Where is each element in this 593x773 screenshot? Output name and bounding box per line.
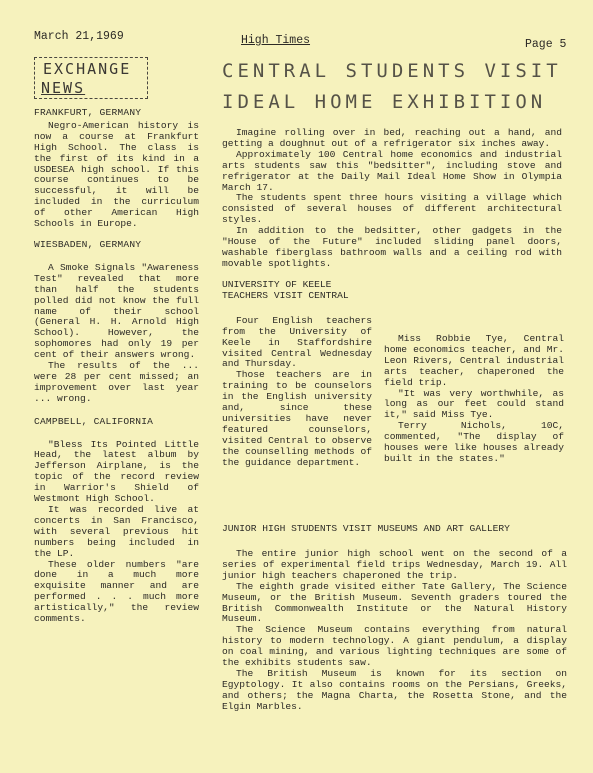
exchange-title: EXCHANGE (43, 60, 132, 78)
tye-p3: Terry Nichols, 10C, commented, "The display of houses were like houses already built in the states." (384, 420, 564, 464)
wiesbaden-text: A Smoke Signals "Awareness Test" revealed that more than half the students polled did not know the full name of their school (General H. H. Arnold High School). However, the sophomores had only 19 per cent of their answers wrong. (34, 261, 199, 361)
frankfurt-dateline: FRANKFURT, GERMANY (34, 107, 142, 118)
main-headline-line2: IDEAL HOME EXHIBITION (222, 91, 547, 113)
ideal-home-p1: Imagine rolling over in bed, reaching out a hand, and getting a doughnut out of a refrigerator six inches away. (222, 127, 562, 149)
exchange-news-box (34, 57, 148, 99)
campbell-text3: These older numbers "are done in a much more exquisite manner and are performed . . . much more artistically," the review comments. (34, 558, 199, 625)
junior-high-headline (222, 524, 562, 535)
paper-title: High Times (241, 34, 311, 47)
junior-p4: The British Museum is known for its section on Egyptology. It also contains rooms on the Persians, Greeks, and others; the Magna Charta, the Rosetta Stone, and the Elgin Marbles. (222, 667, 567, 712)
tye-p2: "It was very worthwhile, as long as our feet could stand it," said Miss Tye. (384, 387, 564, 421)
frankfurt-text: Negro-American history is now a course at Frankfurt High School. The class is the first of its kind in a USDESEA high school. If this course continues to be successful, it will be included in the curriculum of other American High Schools in Europe. (34, 119, 199, 230)
ideal-home-p4: In addition to the bedsitter, other gadgets in the "House of the Future" included sliding panel doors, washable fiberglass bathroom walls and a ceiling rod with movable spotlights. (222, 225, 562, 269)
news-title: NEWS (41, 79, 86, 97)
ideal-home-continued (384, 304, 564, 465)
ideal-home-p2: Approximately 100 Central home economics and industrial arts students saw this "bedsitter", including stove and refrigerator at the Daily Mail Ideal Home Show in Olympia March 17. (222, 148, 562, 193)
junior-high-article (222, 549, 567, 713)
tye-p1: Miss Robbie Tye, Central home economics teacher, and Mr. Leon Rivers, Central industrial arts teacher, chaperoned the field trip. (384, 333, 564, 388)
ideal-home-p3: The students spent three hours visiting a village which consisted of several houses of different architectural styles. (222, 192, 562, 226)
ideal-home-article (222, 128, 562, 270)
wiesbaden-dateline: WIESBADEN, GERMANY (34, 238, 142, 250)
page-number: Page 5 (525, 38, 567, 51)
keele-headline: UNIVERSITY OF KEELE TEACHERS VISIT CENTRAL (222, 279, 349, 301)
junior-p2: The eighth grade visited either Tate Gallery, The Science Museum, or the British Museum. Seventh graders toured the British Commonwealth Institute or the Natural History Museum. (222, 580, 567, 625)
main-headline-line1: CENTRAL STUDENTS VISIT (222, 60, 562, 82)
keele-article (222, 280, 372, 469)
junior-high-headline-text: JUNIOR HIGH STUDENTS VISIT MUSEUMS AND ART GALLERY (222, 523, 510, 534)
junior-p3: The Science Museum contains everything from natural history to modern technology. A giant pendulum, a display on coal mining, and various lighting techniques are some of the exhibits students saw. (222, 624, 567, 669)
junior-p1: The entire junior high school went on the second of a series of experimental field trips Wednesday, March 19. All junior high teachers chaperoned the trip. (222, 548, 567, 581)
exchange-column (34, 108, 199, 625)
campbell-dateline: CAMPBELL, CALIFORNIA (34, 415, 154, 427)
campbell-text: "Bless Its Pointed Little Head, the latest album by Jefferson Airplane, is the topic of the record review in Warrior's Shield of Westmont High School. (34, 438, 199, 505)
keele-p1: Four English teachers from the University of Keele in Staffordshire visited Central Wednesday and Thursday. (222, 314, 372, 370)
campbell-text2: It was recorded live at concerts in San Francisco, with several previous hit numbers being included in the LP. (34, 504, 199, 559)
wiesbaden-text2: The results of the ... were 28 per cent missed; an improvement over last year ... wrong. (34, 360, 199, 404)
issue-date: March 21,1969 (34, 30, 124, 43)
keele-p2: Those teachers are in training to be counselors in the English university and, since these universities have never featured counselors, visited Central to observe the counselling methods of the guidance department. (222, 369, 372, 468)
